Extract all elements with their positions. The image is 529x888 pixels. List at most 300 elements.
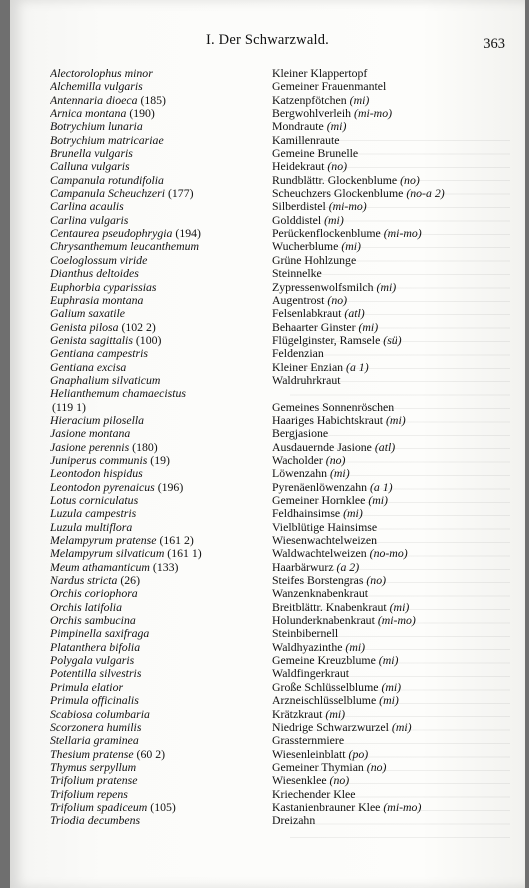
latin-name-text: Gentiana campestris	[50, 347, 148, 361]
latin-name	[50, 200, 272, 213]
distribution-tag: (no-a 2)	[406, 187, 445, 201]
distribution-tag: (atl)	[344, 307, 365, 321]
plant-row	[50, 427, 520, 440]
latin-name	[50, 667, 272, 680]
latin-name-text: Orchis latifolia	[50, 600, 122, 614]
latin-name	[50, 521, 272, 534]
german-name-text: Pyrenäenlöwenzahn	[272, 480, 367, 494]
german-name	[272, 654, 520, 667]
latin-name	[50, 641, 272, 654]
german-name-text: Haariges Habichtskraut	[272, 413, 384, 427]
german-name-text: Feldhainsimse	[272, 507, 341, 521]
german-name-text: Holunderknabenkraut	[272, 614, 375, 628]
german-name-text: Kriechender Klee	[272, 787, 356, 801]
latin-name	[50, 334, 272, 347]
latin-name	[50, 708, 272, 721]
latin-name	[50, 734, 272, 747]
german-name	[272, 120, 520, 133]
german-name	[272, 174, 520, 187]
distribution-tag: (mi-mo)	[377, 614, 416, 628]
latin-name	[50, 374, 272, 387]
distribution-tag: (no)	[327, 293, 348, 307]
german-name-text: Bergjasione	[272, 427, 329, 441]
german-name-text: Kleiner Enzian	[272, 360, 344, 374]
latin-name-text: Primula elatior	[50, 680, 124, 694]
plant-row	[50, 561, 520, 574]
german-name-text: Golddistel	[272, 213, 322, 227]
latin-name	[50, 321, 272, 334]
german-name	[272, 387, 520, 414]
plant-row	[50, 361, 520, 374]
german-name-text: Gemeine Kreuzblume	[272, 654, 376, 668]
latin-name-text: Orchis coriophora	[50, 587, 138, 601]
german-name	[272, 748, 520, 761]
latin-name-text: Galium saxatile	[50, 307, 126, 321]
german-name-text: Arzneischlüsselblume	[272, 694, 377, 708]
latin-name-text: Genista sagittalis	[50, 333, 133, 347]
german-name	[272, 521, 520, 534]
figure-reference: (119 1)	[52, 399, 86, 414]
german-name-text: Gemeiner Hornklee	[272, 494, 366, 507]
german-name	[272, 627, 520, 640]
german-name	[272, 534, 520, 547]
german-name	[272, 788, 520, 801]
latin-name-text: Gnaphalium silvaticum	[50, 373, 161, 387]
plant-row	[50, 708, 520, 721]
plant-row	[50, 627, 520, 640]
plant-row	[50, 94, 520, 107]
distribution-tag: (mi)	[324, 213, 344, 227]
latin-name	[50, 134, 272, 147]
german-name	[272, 67, 520, 80]
german-name-text: Katzenpfötchen	[272, 93, 347, 107]
latin-name-text: Campanula rotundifolia	[50, 173, 164, 187]
latin-name-text: Nardus stricta	[50, 574, 118, 588]
german-name-text: Felsenlabkraut	[272, 307, 342, 321]
latin-name	[50, 614, 272, 627]
latin-name-text: Campanula Scheuchzeri	[50, 187, 166, 201]
latin-name	[50, 307, 272, 320]
latin-name	[50, 748, 272, 761]
german-name-text: Feldenzian	[272, 347, 324, 361]
latin-name	[50, 254, 272, 267]
distribution-tag: (mi)	[341, 240, 361, 254]
plant-list	[50, 67, 520, 828]
distribution-tag: (no)	[329, 774, 350, 788]
latin-name-text: Luzula campestris	[50, 507, 137, 521]
german-name	[272, 721, 520, 734]
german-name	[272, 454, 520, 467]
german-name-text: Augentrost	[272, 293, 325, 307]
latin-name	[50, 721, 272, 734]
german-name-text: Wacholder	[272, 453, 323, 467]
german-name-text: Gemeiner Frauenmantel	[272, 80, 387, 94]
latin-name	[50, 67, 272, 80]
latin-name-text: Centaurea pseudophrygia	[50, 227, 173, 241]
german-name-text: Löwenzahn	[272, 467, 328, 481]
german-name-text: Kleiner Klappertopf	[272, 67, 368, 80]
distribution-tag: (sü)	[383, 333, 402, 347]
latin-name-text: Scabiosa columbaria	[50, 707, 150, 721]
latin-name	[50, 427, 272, 440]
latin-name-text: Coeloglossum viride	[50, 253, 148, 267]
german-name-text: Behaarter Ginster	[272, 320, 356, 334]
plant-row	[50, 547, 520, 560]
latin-name-text: Euphrasia montana	[50, 293, 144, 307]
latin-name-text: Melampyrum pratense	[50, 534, 157, 548]
german-name-text: Gemeines Sonnenröschen	[272, 399, 395, 414]
latin-name-text: Carlina vulgaris	[50, 213, 129, 227]
plant-row	[50, 120, 520, 133]
german-name	[272, 547, 520, 560]
german-name-text: Steifes Borstengras	[272, 574, 364, 588]
latin-name-text: Alectorolophus minor	[50, 67, 153, 80]
latin-name-text: Stellaria graminea	[50, 734, 139, 748]
plant-row	[50, 267, 520, 280]
latin-name-text: Carlina acaulis	[50, 200, 124, 214]
running-head: I. Der Schwarzwald.	[206, 32, 329, 48]
german-name	[272, 734, 520, 747]
distribution-tag: (mi)	[379, 694, 399, 708]
latin-name-text: Thymus serpyllum	[50, 760, 137, 774]
german-name	[272, 361, 520, 374]
german-name	[272, 374, 520, 387]
german-name	[272, 481, 520, 494]
german-name	[272, 801, 520, 814]
book-page	[10, 0, 525, 888]
plant-row	[50, 614, 520, 627]
latin-name-text: Leontodon pyrenaicus	[50, 480, 155, 494]
latin-name	[50, 561, 272, 574]
latin-name-text: Luzula multiflora	[50, 520, 133, 534]
german-name	[272, 601, 520, 614]
latin-name-text: Meum athamanticum	[50, 560, 150, 574]
latin-name-text: Lotus corniculatus	[50, 494, 139, 507]
figure-reference: (190)	[129, 107, 155, 121]
german-name-text: Heidekraut	[272, 160, 325, 174]
german-name-text: Krätzkraut	[272, 707, 323, 721]
distribution-tag: (mi)	[326, 120, 347, 134]
plant-row	[50, 801, 520, 814]
plant-row	[50, 240, 520, 253]
latin-name-text: Botrychium matricariae	[50, 133, 164, 147]
figure-reference: (196)	[157, 480, 184, 494]
latin-name-text: Jasione perennis	[50, 440, 130, 454]
german-name-text: Rundblättr. Glockenblume	[272, 173, 398, 187]
latin-name-text: Arnica montana	[50, 107, 127, 121]
latin-name-text: Trifolium repens	[50, 787, 128, 801]
german-name-text: Haarbärwurz	[272, 560, 334, 574]
german-name-text: Wiesenleinblatt	[272, 747, 346, 761]
german-name-text: Große Schlüsselblume	[272, 680, 379, 694]
german-name	[272, 134, 520, 147]
plant-row	[50, 441, 520, 454]
german-name	[272, 441, 520, 454]
latin-name-text: Botrychium lunaria	[50, 120, 143, 134]
latin-name	[50, 801, 272, 814]
latin-name	[50, 227, 272, 240]
figure-reference: (60 2)	[136, 747, 166, 761]
plant-row	[50, 641, 520, 654]
german-name	[272, 294, 520, 307]
german-name	[272, 467, 520, 480]
figure-reference: (161 2)	[159, 534, 194, 548]
distribution-tag: (mi)	[376, 280, 397, 294]
german-name	[272, 614, 520, 627]
plant-row	[50, 507, 520, 520]
distribution-tag: (atl)	[374, 440, 396, 454]
distribution-tag: (mi-mo)	[354, 107, 393, 121]
distribution-tag: (no)	[325, 453, 346, 467]
distribution-tag: (mi)	[349, 93, 370, 107]
plant-row	[50, 734, 520, 747]
latin-name-text: Antennaria dioeca	[50, 93, 138, 107]
latin-name-text: Calluna vulgaris	[50, 160, 130, 174]
plant-row	[50, 788, 520, 801]
plant-row	[50, 721, 520, 734]
plant-row	[50, 200, 520, 213]
plant-row	[50, 694, 520, 707]
distribution-tag: (mi)	[389, 600, 410, 614]
german-name	[272, 254, 520, 267]
figure-reference: (133)	[152, 560, 179, 574]
german-name	[272, 681, 520, 694]
german-name	[272, 814, 520, 827]
german-name	[272, 240, 520, 253]
plant-row	[50, 80, 520, 93]
figure-reference: (180)	[132, 440, 158, 454]
distribution-tag: (mi)	[386, 413, 406, 427]
plant-row	[50, 134, 520, 147]
latin-name	[50, 814, 272, 827]
latin-name	[50, 601, 272, 614]
latin-name-text: Melampyrum silvaticum	[50, 547, 165, 561]
distribution-tag: (a 1)	[346, 360, 369, 374]
german-name-text: Waldhyazinthe	[272, 640, 343, 654]
german-name-text: Kamillenraute	[272, 133, 340, 147]
german-name	[272, 334, 520, 347]
plant-row	[50, 481, 520, 494]
distribution-tag: (mi)	[329, 467, 350, 481]
german-name-text: Waldwachtelweizen	[272, 547, 367, 561]
plant-row	[50, 601, 520, 614]
german-name-text: Wanzenknabenkraut	[272, 587, 368, 601]
latin-name-text: Pimpinella saxifraga	[50, 627, 150, 641]
latin-name	[50, 507, 272, 520]
latin-name-text: Potentilla silvestris	[50, 667, 142, 681]
latin-name	[50, 587, 272, 600]
distribution-tag: (a 2)	[336, 560, 360, 574]
latin-name	[50, 481, 272, 494]
latin-name-text: Scorzonera humilis	[50, 720, 142, 734]
german-name-text: Waldruhrkraut	[272, 373, 341, 387]
german-name-text: Wiesenklee	[272, 774, 327, 788]
german-name	[272, 587, 520, 600]
german-name-text: Bergwohlverleih	[272, 107, 352, 121]
figure-reference: (194)	[175, 227, 201, 241]
distribution-tag: (mi-mo)	[328, 200, 367, 214]
plant-row	[50, 294, 520, 307]
latin-name-text: Thesium pratense	[50, 747, 134, 761]
latin-name	[50, 214, 272, 227]
latin-name-text: Helianthemum chamaecistus	[50, 387, 186, 401]
plant-row	[50, 160, 520, 173]
latin-name	[50, 361, 272, 374]
german-name	[272, 187, 520, 200]
german-name-text: Waldfingerkraut	[272, 667, 350, 681]
plant-row	[50, 748, 520, 761]
german-name-text: Dreizahn	[272, 814, 316, 828]
figure-reference: (19)	[150, 453, 170, 467]
german-name	[272, 561, 520, 574]
latin-name-text: Gentiana excisa	[50, 360, 127, 374]
plant-row	[50, 227, 520, 240]
latin-name-text: Jasione montana	[50, 427, 131, 441]
german-name-text: Niedrige Schwarzwurzel	[272, 720, 389, 734]
german-name-text: Grassternmiere	[272, 734, 345, 748]
latin-name-text: Dianthus deltoides	[50, 267, 139, 281]
figure-reference: (26)	[120, 574, 141, 588]
plant-row	[50, 107, 520, 120]
distribution-tag: (mi)	[345, 640, 366, 654]
latin-name	[50, 107, 272, 120]
german-name	[272, 574, 520, 587]
page-number: 363	[483, 36, 505, 52]
figure-reference: (105)	[150, 800, 176, 814]
german-name	[272, 694, 520, 707]
plant-row	[50, 467, 520, 480]
german-name	[272, 227, 520, 240]
latin-name	[50, 120, 272, 133]
figure-reference: (185)	[140, 93, 166, 107]
german-name	[272, 761, 520, 774]
latin-name-text: Trifolium spadiceum	[50, 800, 148, 814]
german-name	[272, 94, 520, 107]
plant-row	[50, 574, 520, 587]
distribution-tag: (mi-mo)	[383, 800, 422, 814]
latin-name	[50, 94, 272, 107]
german-name	[272, 708, 520, 721]
german-name	[272, 281, 520, 294]
latin-name	[50, 281, 272, 294]
latin-name-text: Polygala vulgaris	[50, 654, 135, 668]
latin-name	[50, 761, 272, 774]
figure-reference: (102 2)	[121, 320, 156, 334]
distribution-tag: (po)	[348, 747, 369, 761]
german-name-text: Flügelginster, Ramsele	[272, 333, 381, 347]
latin-name	[50, 441, 272, 454]
plant-row	[50, 814, 520, 827]
german-name-text: Gemeine Brunelle	[272, 147, 359, 161]
plant-row	[50, 254, 520, 267]
german-name-text: Steinnelke	[272, 267, 322, 281]
german-name	[272, 774, 520, 787]
plant-row	[50, 454, 520, 467]
german-name	[272, 80, 520, 93]
latin-name-text: Primula officinalis	[50, 694, 139, 708]
german-name-text: Breitblättr. Knabenkraut	[272, 600, 387, 614]
latin-name	[50, 534, 272, 547]
german-name-text: Gemeiner Thymian	[272, 760, 364, 774]
german-name-text: Mondraute	[272, 120, 324, 134]
latin-name	[50, 387, 272, 414]
latin-name	[50, 160, 272, 173]
german-name	[272, 214, 520, 227]
plant-row	[50, 534, 520, 547]
plant-row	[50, 521, 520, 534]
german-name-text: Kastanienbrauner Klee	[272, 800, 381, 814]
latin-name	[50, 694, 272, 707]
plant-row	[50, 187, 520, 200]
latin-name	[50, 174, 272, 187]
distribution-tag: (no)	[366, 574, 387, 588]
plant-row	[50, 667, 520, 680]
plant-row	[50, 174, 520, 187]
latin-name-text: Brunella vulgaris	[50, 147, 133, 161]
latin-name	[50, 547, 272, 560]
german-name-text: Perückenflockenblume	[272, 227, 381, 241]
plant-row	[50, 67, 520, 80]
plant-row	[50, 214, 520, 227]
german-name	[272, 414, 520, 427]
plant-row	[50, 374, 520, 387]
distribution-tag: (mi)	[368, 494, 388, 507]
latin-name-text: Chrysanthemum leucanthemum	[50, 240, 200, 254]
latin-name	[50, 467, 272, 480]
latin-name-text: Euphorbia cyparissias	[50, 280, 157, 294]
german-name-text: Vielblütige Hainsimse	[272, 520, 378, 534]
german-name-text: Wucherblume	[272, 240, 339, 254]
distribution-tag: (no)	[327, 160, 348, 174]
latin-name	[50, 788, 272, 801]
german-name	[272, 427, 520, 440]
distribution-tag: (mi-mo)	[383, 227, 422, 241]
distribution-tag: (mi)	[358, 320, 379, 334]
german-name	[272, 307, 520, 320]
german-name-text: Grüne Hohlzunge	[272, 253, 357, 267]
german-name	[272, 107, 520, 120]
latin-name	[50, 187, 272, 200]
german-name	[272, 200, 520, 213]
latin-name-text: Trifolium pratense	[50, 774, 138, 788]
german-name	[272, 147, 520, 160]
german-name	[272, 507, 520, 520]
plant-row	[50, 774, 520, 787]
figure-reference: (177)	[167, 187, 194, 201]
latin-name-text: Platanthera bifolia	[50, 640, 141, 654]
latin-name-text: Genista pilosa	[50, 320, 119, 334]
german-name-text: Silberdistel	[272, 200, 326, 214]
plant-row	[50, 307, 520, 320]
latin-name	[50, 574, 272, 587]
latin-name	[50, 681, 272, 694]
german-name-text: Zypressenwolfsmilch	[272, 280, 374, 294]
latin-name-text: Juniperus communis	[50, 453, 148, 467]
latin-name-text: Triodia decumbens	[50, 814, 141, 828]
latin-name	[50, 774, 272, 787]
latin-name	[50, 267, 272, 280]
latin-name-text: Alchemilla vulgaris	[50, 80, 143, 94]
latin-name	[50, 494, 272, 507]
german-name	[272, 160, 520, 173]
plant-row	[50, 681, 520, 694]
latin-name	[50, 80, 272, 93]
plant-row	[50, 494, 520, 507]
latin-name-text: Leontodon hispidus	[50, 467, 143, 481]
plant-row	[50, 761, 520, 774]
german-name	[272, 347, 520, 360]
latin-name	[50, 454, 272, 467]
